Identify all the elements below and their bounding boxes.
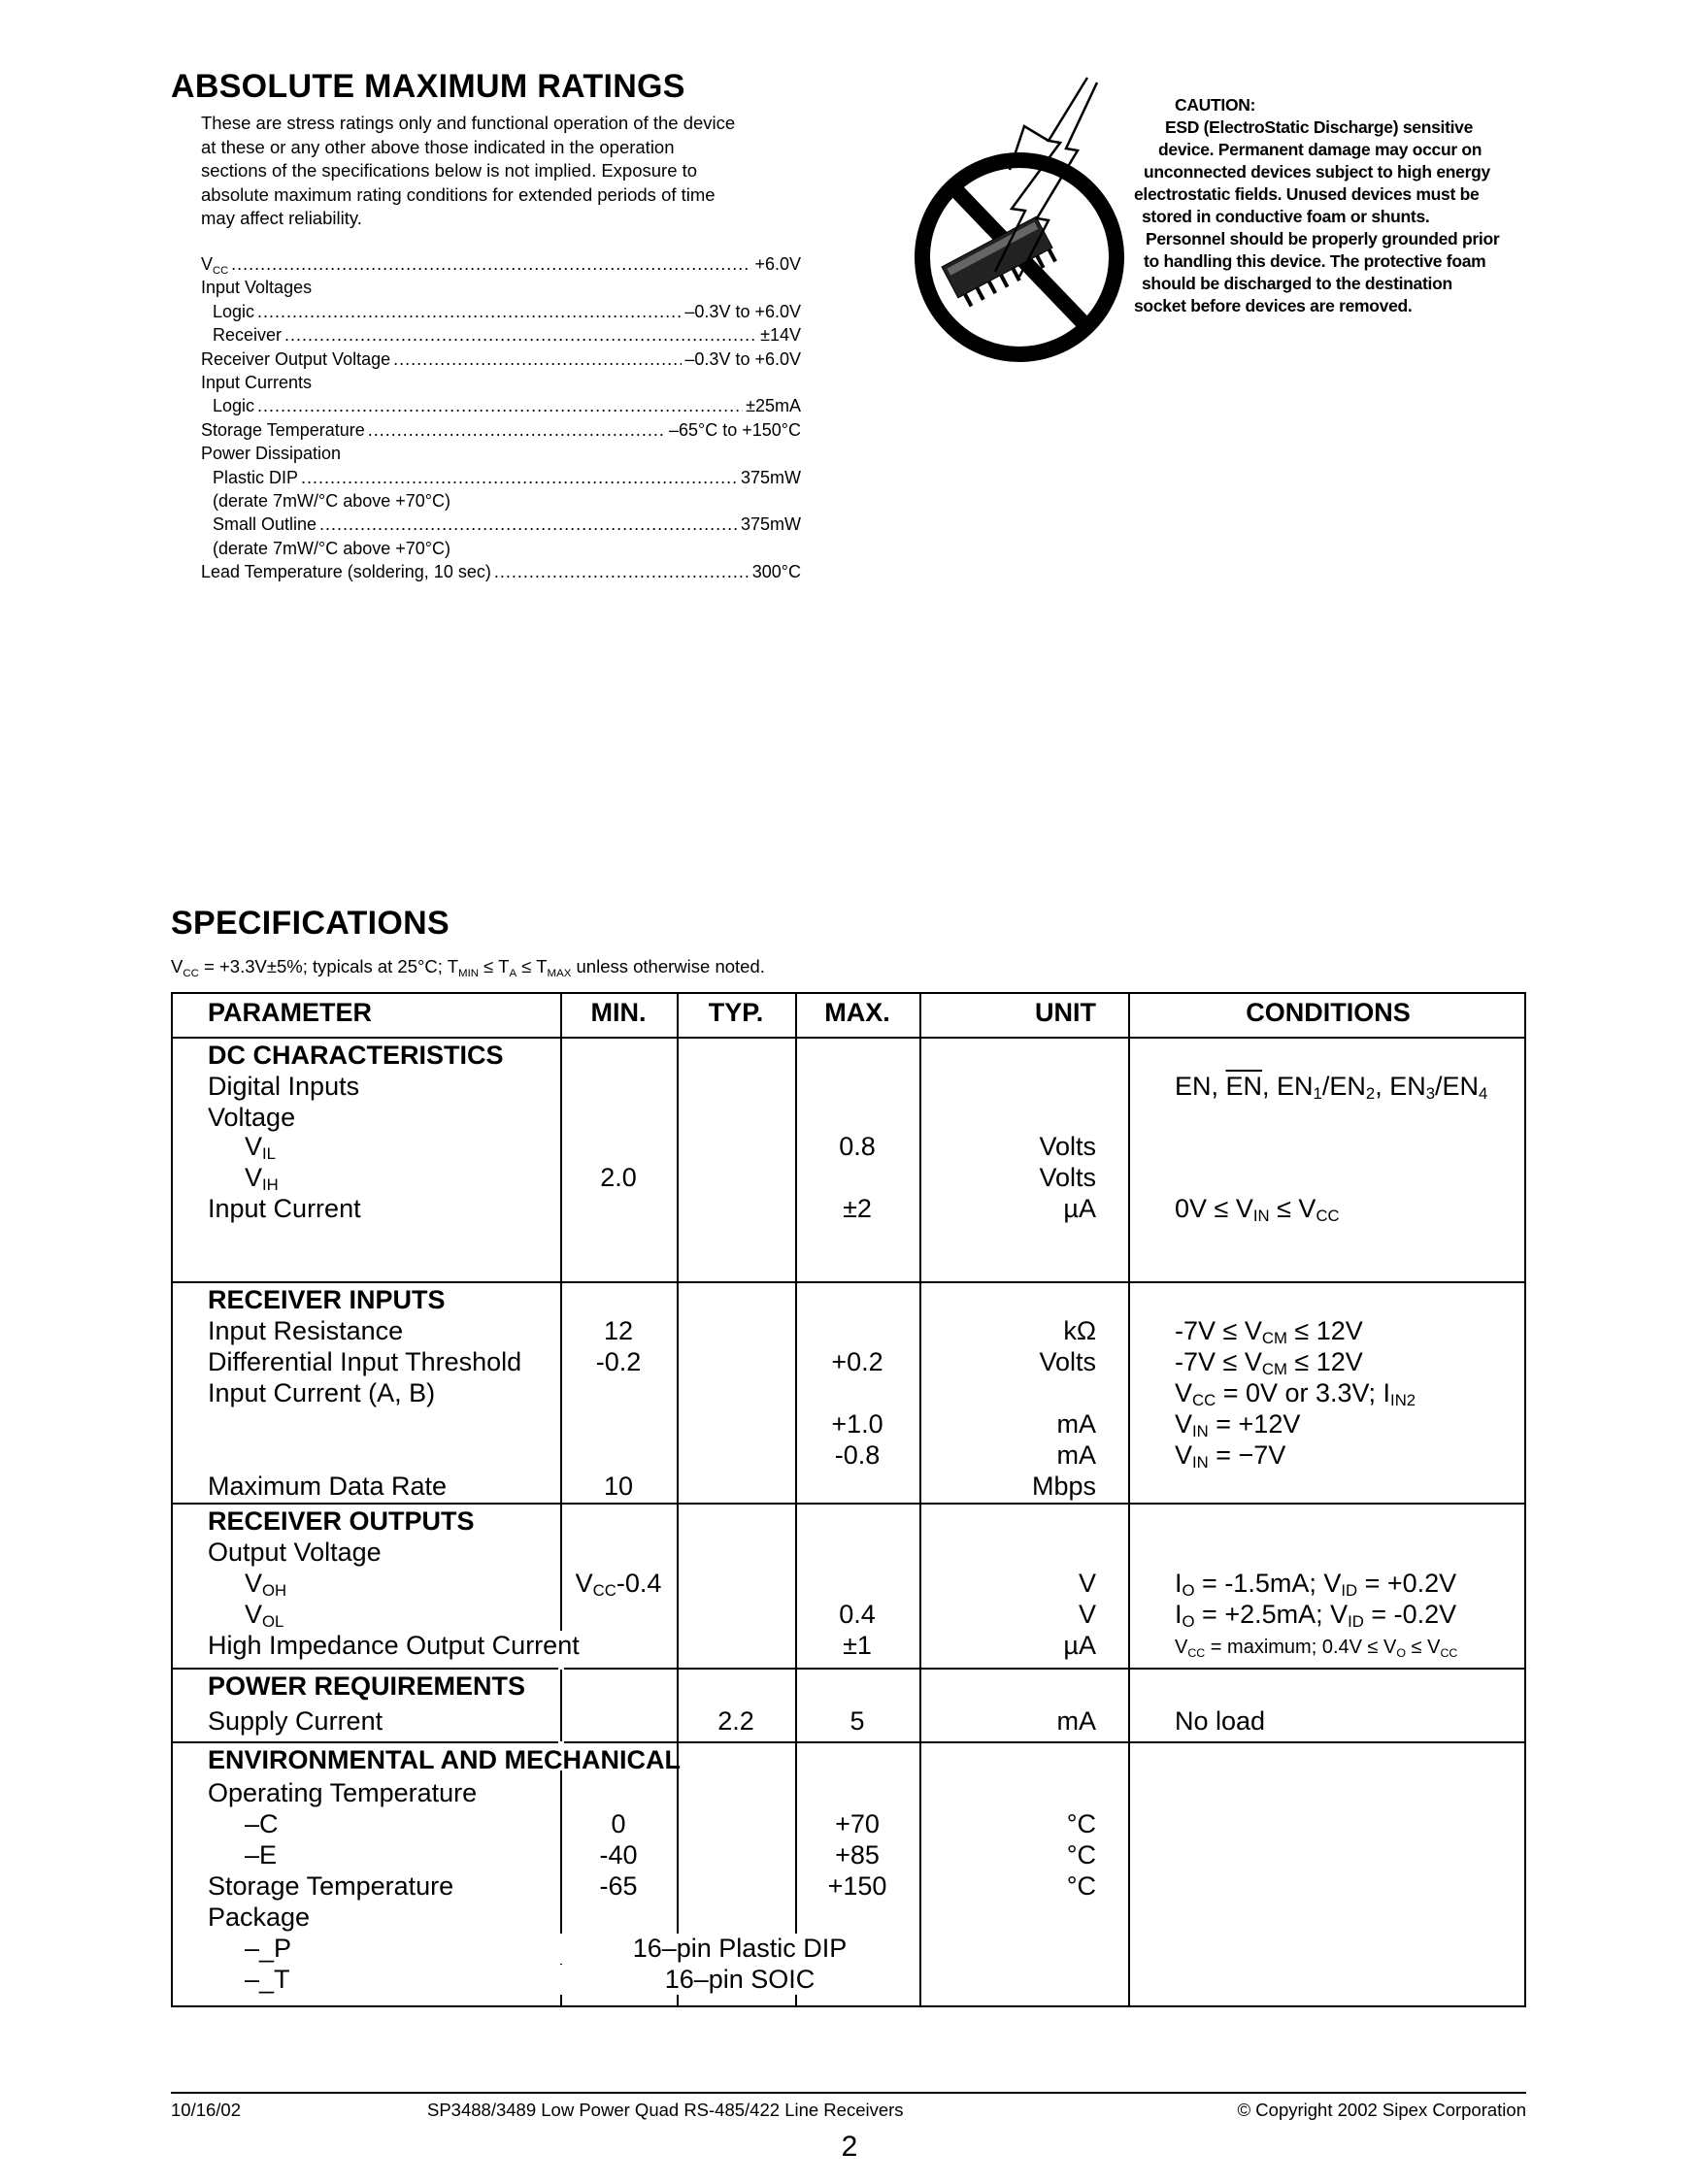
vih-min: 2.0 [600, 1163, 637, 1192]
dit-min: -0.2 [595, 1347, 642, 1376]
section-power-requirements: POWER REQUIREMENTS [208, 1671, 526, 1701]
param-high-impedance-output-current: High Impedance Output Current [208, 1631, 580, 1660]
esd-warning-icon [903, 73, 1155, 364]
storage-temp-max: +150 [827, 1871, 887, 1901]
caution-title: CAUTION: [1175, 95, 1256, 115]
mdr-unit: Mbps [1031, 1472, 1096, 1501]
vil-max: 0.8 [839, 1132, 876, 1161]
param-digital-inputs: Digital Inputs [208, 1072, 360, 1101]
param-grade-c: –C [245, 1809, 279, 1838]
voh-unit: V [1078, 1569, 1096, 1598]
caution-line: socket before devices are removed. [1134, 296, 1413, 315]
param-operating-temperature: Operating Temperature [208, 1778, 478, 1807]
param-package: Package [208, 1903, 311, 1932]
param-supply-current: Supply Current [208, 1706, 383, 1736]
rating-row-lead-temperature: Lead Temperature (soldering, 10 sec) ..... 300°C [201, 560, 801, 583]
voh-cond: $I_O = -1.5mA$; $V_{ID} = +0.2V$ [1175, 1569, 1457, 1600]
cond-enable-pins: EN, $\overline{EN}$, $EN_1/EN_2$, $EN_3/EN_4$ [1175, 1072, 1488, 1103]
dit-cond: $-7V \le V_{CM} \le 12V$ [1175, 1347, 1363, 1378]
vol-cond: $I_O = +2.5mA$; $V_{ID} = -0.2V$ [1175, 1600, 1457, 1631]
specifications-note: $V_{CC} = +3.3V\pm 5\%$; typicals at 25°C; $T_{MIN} \le T_A \le T_{MAX}$ unless otherwise noted. [171, 956, 765, 979]
ratings-list [201, 252, 801, 583]
icab-unit-pos: mA [1056, 1409, 1096, 1439]
input-current-max: ±2 [843, 1194, 872, 1223]
footer-copyright: © Copyright 2002 Sipex Corporation [1237, 2100, 1526, 2120]
caution-line: stored in conductive foam or shunts. [1142, 207, 1430, 226]
footer-date: 10/16/02 [171, 2100, 242, 2120]
intro-line: may affect reliability. [201, 208, 362, 228]
rating-note-so-derate: (derate 7mW/°C above +70°C) [213, 538, 450, 558]
caution-line: unconnected devices subject to high energy [1144, 162, 1490, 182]
icab-max-neg: -0.8 [834, 1440, 881, 1470]
grade-c-unit: °C [1066, 1809, 1096, 1838]
rating-row-small-outline: Small Outline ..... 375mW [201, 513, 801, 536]
grade-c-min: 0 [611, 1809, 626, 1838]
supply-current-cond: No load [1175, 1706, 1266, 1736]
hioc-max: ±1 [843, 1631, 872, 1660]
intro-line: These are stress ratings only and functional operation of the device [201, 113, 736, 133]
package-p-value: 16–pin Plastic DIP [560, 1934, 919, 1964]
dit-max: +0.2 [831, 1347, 883, 1376]
input-current-cond: $0V \le V_{IN} \le V_{CC}$ [1175, 1194, 1340, 1225]
section-dc-characteristics: DC CHARACTERISTICS [208, 1041, 504, 1070]
header-typ: TYP. [708, 998, 764, 1027]
param-output-voltage: Output Voltage [208, 1538, 382, 1567]
header-min: MIN. [590, 998, 647, 1027]
param-input-resistance: Input Resistance [208, 1316, 404, 1345]
supply-current-typ: 2.2 [717, 1706, 754, 1736]
caution-line: to handling this device. The protective foam [1144, 251, 1486, 271]
section-receiver-outputs: RECEIVER OUTPUTS [208, 1506, 475, 1536]
caution-line: electrostatic fields. Unused devices must be [1134, 184, 1480, 204]
supply-current-unit: mA [1056, 1706, 1096, 1736]
vil-unit: Volts [1039, 1132, 1096, 1161]
param-vih: $V_{IH}$ [245, 1163, 279, 1194]
storage-temp-min: -65 [599, 1871, 638, 1901]
grade-e-max: +85 [835, 1840, 880, 1870]
rating-row-plastic-dip: Plastic DIP ..... 375mW [201, 466, 801, 489]
param-package-p: –_P [245, 1934, 292, 1963]
absolute-max-intro [201, 112, 735, 231]
rating-note-pdip-derate: (derate 7mW/°C above +70°C) [213, 490, 450, 511]
param-vil: $V_{IL}$ [245, 1132, 276, 1163]
header-parameter: PARAMETER [208, 998, 373, 1027]
caution-line: Personnel should be properly grounded prior [1146, 229, 1500, 248]
param-input-current: Input Current [208, 1194, 361, 1223]
grade-e-min: -40 [599, 1840, 638, 1870]
param-input-current-ab: Input Current (A, B) [208, 1378, 436, 1407]
caution-line: device. Permanent damage may occur on [1158, 140, 1482, 159]
vol-max: 0.4 [839, 1600, 876, 1629]
page-number: 2 [841, 2131, 858, 2163]
input-resistance-cond: $-7V \le V_{CM} \le 12V$ [1175, 1316, 1363, 1347]
icab-cond-neg: $V_{IN} = -7V$ [1175, 1440, 1286, 1472]
package-t-value: 16–pin SOIC [560, 1965, 919, 1995]
rating-group-input-currents: Input Currents [201, 372, 313, 392]
param-package-t: –_T [245, 1965, 290, 1994]
input-resistance-unit: kΩ [1063, 1316, 1096, 1345]
intro-line: absolute maximum rating conditions for extended periods of time [201, 183, 716, 205]
specifications-table [171, 992, 1526, 2007]
grade-e-unit: °C [1066, 1840, 1096, 1870]
param-vol: $V_{OL}$ [245, 1600, 284, 1631]
param-grade-e: –E [245, 1840, 278, 1870]
mdr-min: 10 [603, 1472, 634, 1501]
section-receiver-inputs: RECEIVER INPUTS [208, 1285, 446, 1314]
param-voltage: Voltage [208, 1103, 296, 1132]
input-resistance-min: 12 [603, 1316, 634, 1345]
icab-cond: $V_{CC} = 0V$ or 3.3V; $I_{IN2}$ [1175, 1378, 1416, 1409]
hioc-cond: $V_{CC}$ = maximum; $0.4V \le V_O \le V_{CC}$ [1175, 1637, 1458, 1660]
footer-rule [171, 2092, 1526, 2094]
vol-unit: V [1078, 1600, 1096, 1629]
rating-row-logic-current: Logic ..... ±25mA [201, 394, 801, 417]
header-unit: UNIT [1035, 998, 1096, 1027]
header-conditions: CONDITIONS [1246, 998, 1411, 1027]
caution-line: should be discharged to the destination [1142, 274, 1452, 293]
param-voh: $V_{OH}$ [245, 1569, 287, 1600]
rating-row-receiver-output-voltage: Receiver Output Voltage ..... –0.3V to +6.0V [201, 347, 801, 371]
storage-temp-unit: °C [1066, 1871, 1096, 1901]
grade-c-max: +70 [835, 1809, 880, 1838]
icab-cond-pos: $V_{IN} = +12V$ [1175, 1409, 1301, 1440]
intro-line: at these or any other above those indicated in the operation [201, 136, 675, 157]
dit-unit: Volts [1039, 1347, 1096, 1376]
rating-row-storage-temperature: Storage Temperature ..... –65°C to +150°C [201, 418, 801, 442]
absolute-max-title: ABSOLUTE MAXIMUM RATINGS [171, 68, 685, 105]
footer-title: SP3488/3489 Low Power Quad RS-485/422 Line Receivers [427, 2100, 904, 2120]
hioc-unit: µA [1063, 1631, 1096, 1660]
caution-line: ESD (ElectroStatic Discharge) sensitive [1165, 117, 1474, 137]
supply-current-max: 5 [850, 1706, 865, 1736]
intro-line: sections of the specifications below is not implied. Exposure to [201, 160, 698, 181]
rating-group-power-dissipation: Power Dissipation [201, 444, 342, 464]
rating-group-input-voltages: Input Voltages [201, 278, 313, 298]
icab-unit-neg: mA [1056, 1440, 1096, 1470]
rating-row-receiver: Receiver ..... ±14V [201, 323, 801, 347]
input-current-unit: µA [1063, 1194, 1096, 1223]
rating-row-vcc: $V_{CC}$ ..... +6.0V [201, 252, 801, 276]
param-differential-input-threshold: Differential Input Threshold [208, 1347, 522, 1376]
section-environmental-mechanical: ENVIRONMENTAL AND MECHANICAL [208, 1745, 681, 1774]
param-storage-temperature: Storage Temperature [208, 1871, 454, 1901]
param-maximum-data-rate: Maximum Data Rate [208, 1472, 448, 1501]
vih-unit: Volts [1039, 1163, 1096, 1192]
voh-min: $V_{CC}-0.4$ [575, 1569, 662, 1600]
rating-row-logic: Logic ..... –0.3V to +6.0V [201, 300, 801, 323]
header-max: MAX. [824, 998, 890, 1027]
icab-max-pos: +1.0 [831, 1409, 883, 1439]
specifications-title: SPECIFICATIONS [171, 905, 450, 942]
